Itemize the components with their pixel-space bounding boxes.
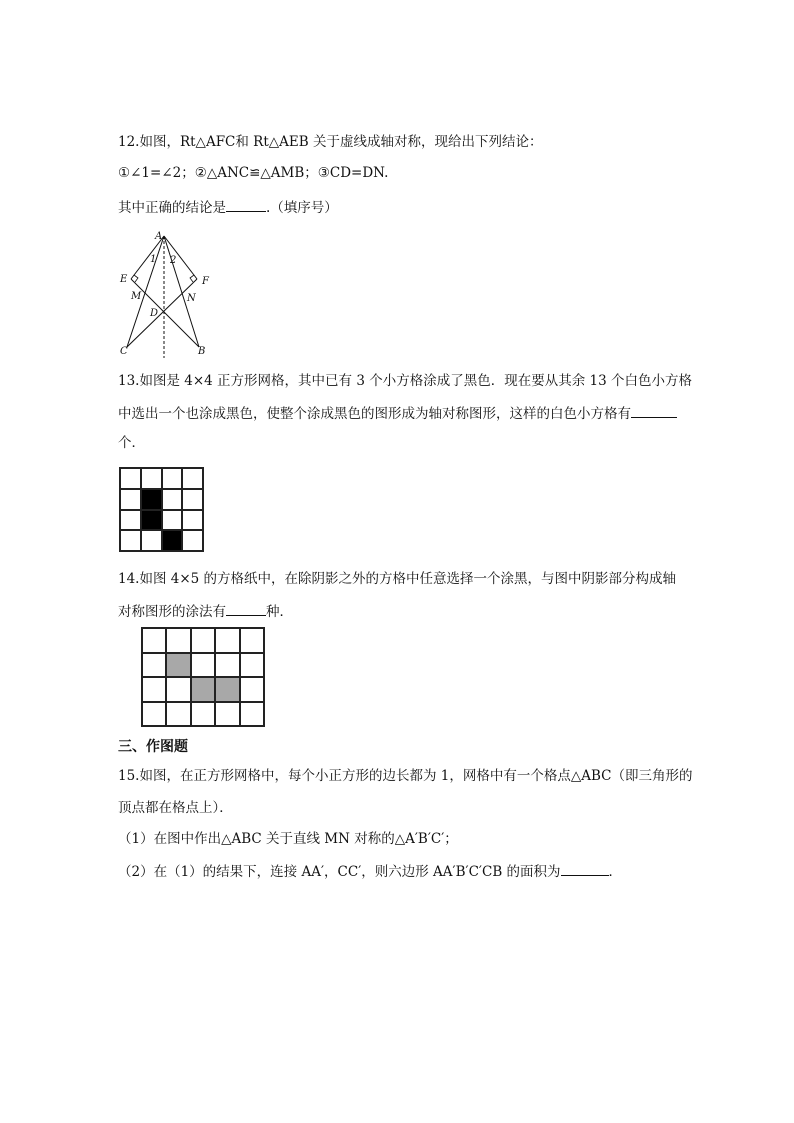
q13-grid [119,467,204,552]
q14-grid-cell-r1-c2 [191,653,215,678]
q14-grid-cell-r2-c1 [166,677,190,702]
q13-grid-cell-r2-c1 [141,510,162,531]
q13-grid-cell-r3-c0 [120,530,141,551]
q15-part2-before: （2）在（1）的结果下，连接 AA′，CC′，则六边形 AA′B′C′CB 的面积为 [118,864,561,880]
q12-right-angle-E [134,275,138,282]
q14-line1: 14.如图 4×5 的方格纸中，在除阴影之外的方格中任意选择一个涂黑，与图中阴影部分构成轴 [118,571,677,587]
q13-line1: 13.如图是 4×4 正方形网格，其中已有 3 个小方格涂成了黑色．现在要从其余 13 个白色小方格 [118,373,692,389]
q13-grid-cell-r0-c0 [120,468,141,489]
q14-answer-blank[interactable] [226,601,266,616]
q12-line1: 12.如图，Rt△AFC和 Rt△AEB 关于虚线成轴对称，现给出下列结论： [118,134,543,150]
q14-grid-cell-r1-c3 [215,653,239,678]
q13-grid-cell-r1-c1 [141,489,162,510]
q12-label-E: E [120,274,128,285]
q12-line2: ①∠1=∠2；②△ANC≌△AMB；③CD=DN. [118,165,389,181]
q12-line3-after: .（填序号） [266,200,338,216]
q15-line2: 顶点都在格点上）． [118,800,233,816]
q12-label-M: M [131,291,142,302]
q12-label-angle1: 1 [150,254,157,265]
q15-line1: 15.如图，在正方形网格中，每个小正方形的边长都为 1，网格中有一个格点△ABC（即三角形的 [118,768,693,784]
q12-line3-before: 其中正确的结论是 [118,200,226,216]
q14-grid-cell-r0-c1 [166,628,190,653]
q13-grid-cell-r2-c3 [182,510,203,531]
q12-label-C: C [120,346,128,357]
section3-title: 三、作图题 [118,739,188,755]
q12-right-angle-F [190,275,194,282]
q12-answer-blank[interactable] [226,197,266,212]
q13-grid-cell-r1-c3 [182,489,203,510]
q15-answer-blank[interactable] [561,861,609,876]
q13-grid-cell-r2-c2 [162,510,183,531]
q14-grid-cell-r2-c2 [191,677,215,702]
q12-label-A: A [155,231,163,242]
q13-grid-cell-r0-c1 [141,468,162,489]
q14-grid-cell-r0-c4 [240,628,264,653]
q14-line2-before: 对称图形的涂法有 [118,604,226,620]
q13-grid-cell-r1-c0 [120,489,141,510]
q12-label-B: B [198,346,206,357]
q13-line2 [118,403,677,424]
q14-grid-cell-r3-c0 [142,702,166,727]
q12-line3 [118,197,338,218]
q14-grid-cell-r2-c0 [142,677,166,702]
q13-line2-before: 中选出一个也涂成黑色，使整个涂成黑色的图形成为轴对称图形，这样的白色小方格有 [118,406,631,422]
q13-grid-cell-r3-c1 [141,530,162,551]
q12-line-AB [164,236,199,347]
q13-answer-blank[interactable] [631,403,677,418]
q15-part1: （1）在图中作出△ABC 关于直线 MN 对称的△A′B′C′； [118,831,458,847]
q13-grid-cell-r3-c3 [182,530,203,551]
q14-grid-cell-r3-c3 [215,702,239,727]
q13-grid-cell-r2-c0 [120,510,141,531]
q14-grid [141,627,265,727]
q12-line-AE [131,236,164,279]
q12-figure [112,226,212,360]
q14-grid-cell-r3-c2 [191,702,215,727]
q14-grid-cell-r1-c4 [240,653,264,678]
q15-part2-after: ． [608,864,623,880]
q14-grid-cell-r3-c1 [166,702,190,727]
q12-label-F: F [202,276,209,287]
q14-grid-cell-r0-c3 [215,628,239,653]
q15-part2 [118,861,622,882]
q14-line2 [118,601,293,622]
q12-label-D: D [150,308,159,319]
q12-line-FC [127,279,197,347]
q14-grid-cell-r2-c3 [215,677,239,702]
q13-grid-cell-r1-c2 [162,489,183,510]
q13-grid-cell-r0-c3 [182,468,203,489]
q14-line2-after: 种． [266,604,293,620]
q14-grid-cell-r0-c0 [142,628,166,653]
q14-grid-cell-r2-c4 [240,677,264,702]
q12-label-angle2: 2 [170,255,177,266]
q14-grid-cell-r3-c4 [240,702,264,727]
q14-grid-cell-r1-c1 [166,653,190,678]
q13-grid-cell-r0-c2 [162,468,183,489]
q14-grid-cell-r1-c0 [142,653,166,678]
q13-grid-cell-r3-c2 [162,530,183,551]
q12-line-AF [164,236,197,279]
q12-label-N: N [187,293,196,304]
q13-line3: 个． [118,435,145,451]
q14-grid-cell-r0-c2 [191,628,215,653]
